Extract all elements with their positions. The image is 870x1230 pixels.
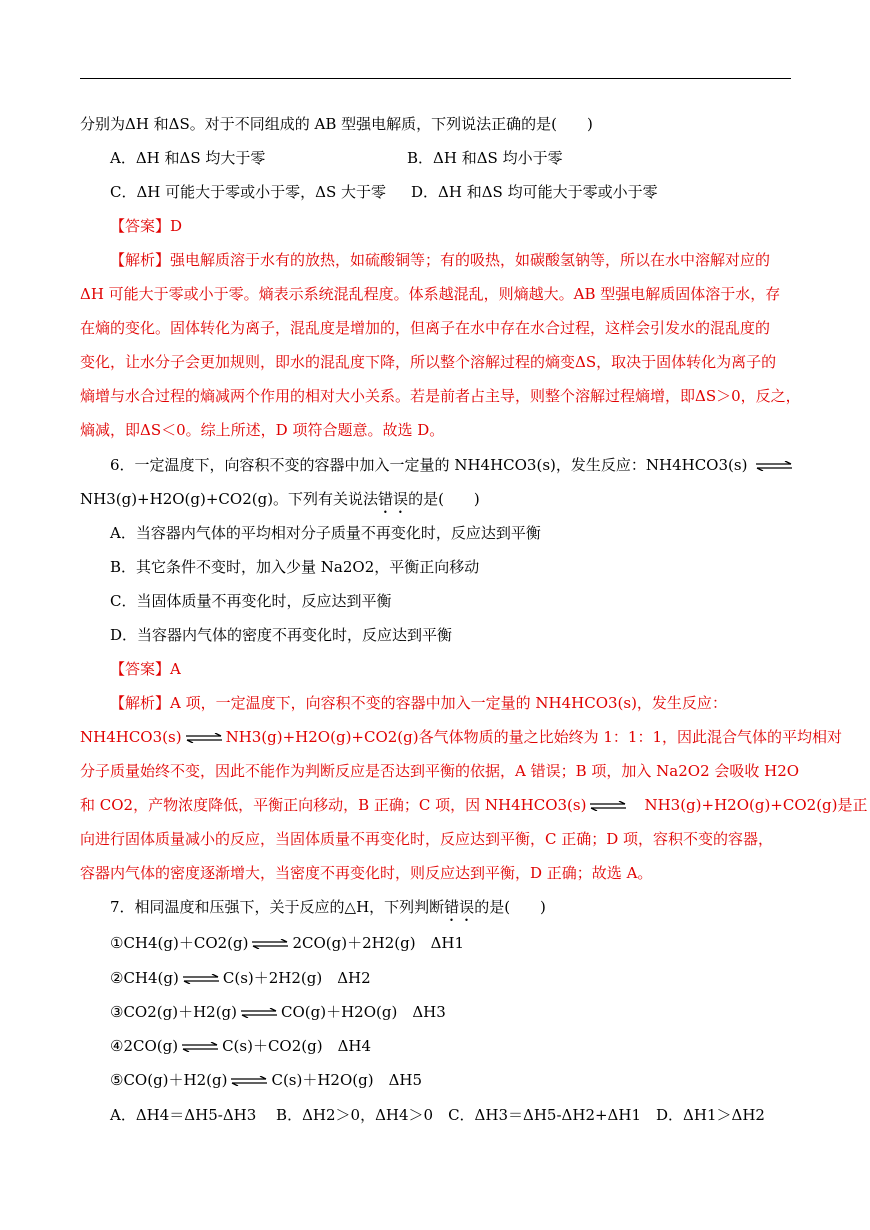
equilibrium-arrow-icon bbox=[251, 939, 289, 949]
equilibrium-arrow-icon bbox=[182, 974, 220, 984]
q6-option-a: A．当容器内气体的平均相对分子质量不再变化时，反应达到平衡 bbox=[110, 524, 541, 542]
q6-option-d: D．当容器内气体的密度不再变化时，反应达到平衡 bbox=[110, 626, 453, 644]
q5-option-b: B．ΔH 和ΔS 均小于零 bbox=[407, 149, 563, 167]
q5-option-c: C．ΔH 可能大于零或小于零，ΔS 大于零 bbox=[110, 183, 387, 201]
q6-stem-line-1: 6．一定温度下，向容积不变的容器中加入一定量的 NH4HCO3(s)，发生反应：NH4HCO3(s) bbox=[110, 455, 796, 475]
q7-reaction-1: ①CH4(g)＋CO2(g) 2CO(g)＋2H2(g) ΔH1 bbox=[110, 934, 465, 952]
q6-stem-line-2: NH3(g)+H2O(g)+CO2(g)。下列有关说法错误的是( ) bbox=[80, 490, 480, 508]
emphasis-text: 错误 bbox=[378, 490, 409, 508]
equilibrium-arrow-icon bbox=[230, 1076, 268, 1086]
equilibrium-arrow-icon bbox=[589, 801, 627, 811]
q5-analysis-line-2: ΔH 可能大于零或小于零。熵表示系统混乱程度。体系越混乱，则熵越大。AB 型强电解质固体溶于水，存 bbox=[80, 285, 781, 303]
q5-analysis-line-3: 在熵的变化。固体转化为离子，混乱度是增加的，但离子在水中存在水合过程，这样会引发水的混乱度的 bbox=[80, 319, 771, 337]
q7-stem: 7．相同温度和压强下，关于反应的△H，下列判断错误的是( ) bbox=[110, 898, 546, 916]
header-rule bbox=[80, 78, 791, 79]
q7-reaction-5: ⑤CO(g)＋H2(g) C(s)＋H2O(g) ΔH5 bbox=[110, 1071, 423, 1089]
q6-analysis-line-1: 【解析】A 项，一定温度下，向容积不变的容器中加入一定量的 NH4HCO3(s)，发生反应： bbox=[110, 694, 727, 712]
q5-analysis-line-6: 熵减，即ΔS＜0。综上所述，D 项符合题意。故选 D。 bbox=[80, 421, 445, 439]
q7-reaction-4: ④2CO(g) C(s)＋CO2(g) ΔH4 bbox=[110, 1037, 372, 1055]
analysis-label: 【解析】 bbox=[110, 251, 171, 269]
analysis-label: 【解析】 bbox=[110, 694, 171, 712]
q5-analysis-line-4: 变化，让水分子会更加规则，即水的混乱度下降，所以整个溶解过程的熵变ΔS，取决于固体转化为离子的 bbox=[80, 353, 777, 371]
q7-reaction-3: ③CO2(g)＋H2(g) CO(g)＋H2O(g) ΔH3 bbox=[110, 1003, 446, 1021]
equilibrium-arrow-icon bbox=[185, 733, 223, 743]
emphasis-text: 错误 bbox=[444, 898, 475, 916]
q5-stem: 分别为ΔH 和ΔS。对于不同组成的 AB 型强电解质，下列说法正确的是( ) bbox=[80, 115, 593, 133]
q6-analysis-line-4: 和 CO2，产物浓度降低，平衡正向移动，B 正确；C 项，因 NH4HCO3(s) NH3(g)+H2O(g)+CO2(g)是正 bbox=[80, 796, 868, 814]
q6-analysis-line-3: 分子质量始终不变，因此不能作为判断反应是否达到平衡的依据，A 错误；B 项，加入 Na2O2 会吸收 H2O bbox=[80, 762, 800, 780]
q6-analysis-line-2: NH4HCO3(s) NH3(g)+H2O(g)+CO2(g)各气体物质的量之比始终为 1：1：1，因此混合气体的平均相对 bbox=[80, 728, 843, 746]
equilibrium-arrow-icon bbox=[181, 1042, 219, 1052]
q5-answer: 【答案】D bbox=[110, 217, 183, 235]
q6-answer: 【答案】A bbox=[110, 660, 181, 678]
equilibrium-arrow-icon bbox=[240, 1008, 278, 1018]
q6-analysis-line-5: 向进行固体质量减小的反应，当固体质量不再变化时，反应达到平衡，C 正确；D 项，容积不变的容器， bbox=[80, 830, 774, 848]
q5-option-d: D．ΔH 和ΔS 均可能大于零或小于零 bbox=[411, 183, 658, 201]
q7-reaction-2: ②CH4(g) C(s)＋2H2(g) ΔH2 bbox=[110, 969, 371, 987]
equilibrium-arrow-icon bbox=[755, 461, 793, 471]
q5-analysis-line-5: 熵增与水合过程的熵减两个作用的相对大小关系。若是前者占主导，则整个溶解过程熵增，即ΔS＞0，反之， bbox=[80, 387, 801, 405]
q5-analysis-line-1: 【解析】强电解质溶于水有的放热，如硫酸铜等；有的吸热，如碳酸氢钠等，所以在水中溶解对应的 bbox=[110, 251, 771, 269]
q7-options: A．ΔH4＝ΔH5-ΔH3 B．ΔH2＞0，ΔH4＞0 C．ΔH3＝ΔH5-ΔH2+ΔH1 D．ΔH1＞ΔH2 bbox=[110, 1106, 765, 1124]
q6-analysis-line-6: 容器内气体的密度逐渐增大，当密度不再变化时，则反应达到平衡，D 正确；故选 A。 bbox=[80, 864, 653, 882]
q5-option-a: A．ΔH 和ΔS 均大于零 bbox=[110, 149, 266, 167]
q6-option-c: C．当固体质量不再变化时，反应达到平衡 bbox=[110, 592, 392, 610]
q6-option-b: B．其它条件不变时，加入少量 Na2O2，平衡正向移动 bbox=[110, 558, 480, 576]
